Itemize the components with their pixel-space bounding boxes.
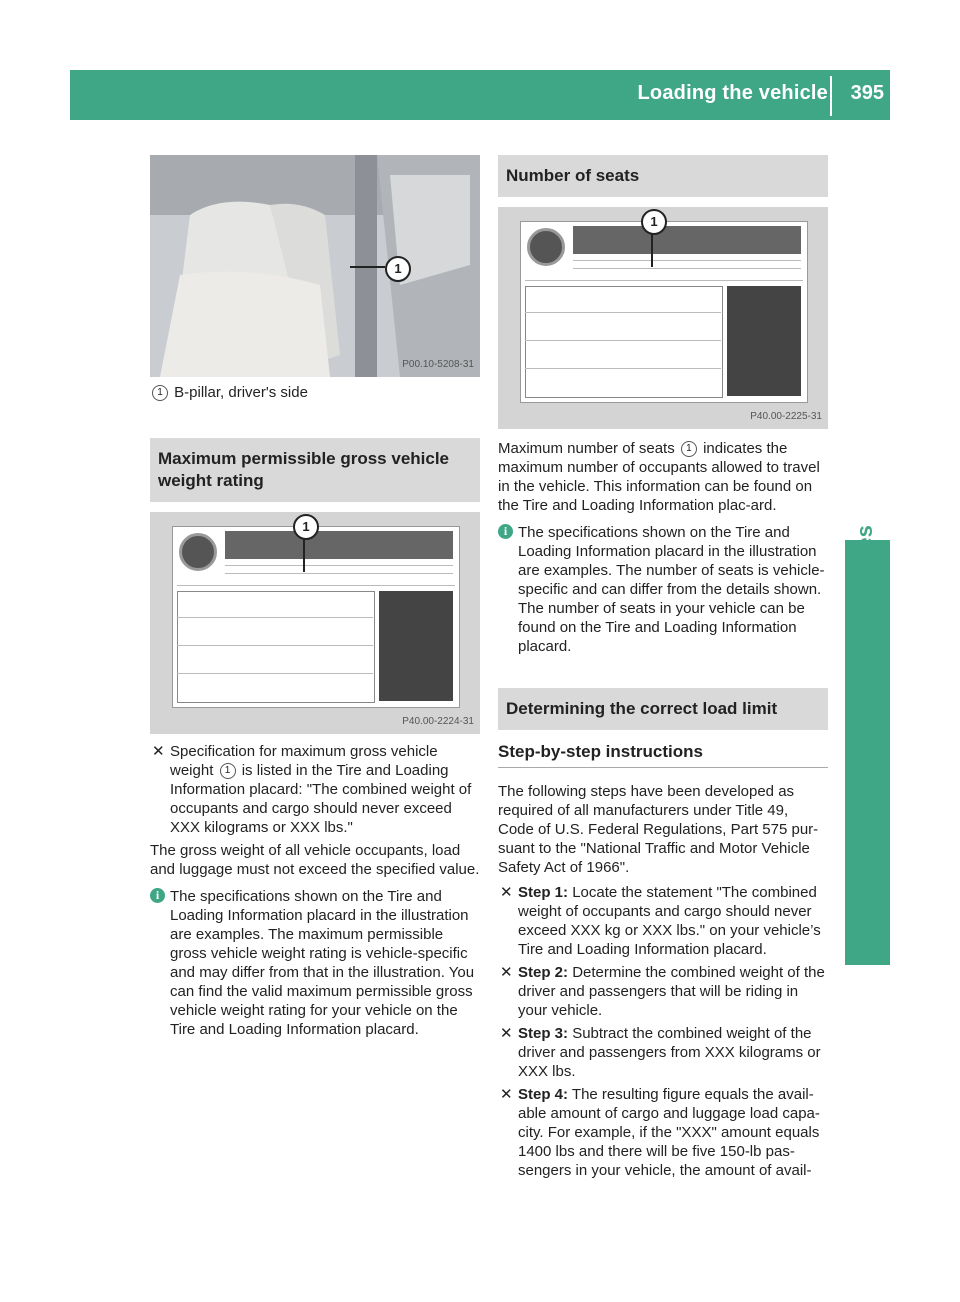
callout-marker: 1: [681, 441, 697, 457]
info-icon: i: [150, 888, 165, 903]
tire-placard-illustration: [172, 526, 460, 708]
callout-1: 1: [385, 256, 411, 282]
figure-code: P00.10-5208-31: [402, 359, 474, 370]
figure-code: P40.00-2225-31: [750, 411, 822, 422]
callout-1: 1: [641, 209, 667, 235]
header-title: Loading the vehicle: [637, 82, 828, 104]
right-column: [498, 155, 828, 1180]
tire-placard-illustration: [520, 221, 808, 403]
callout-marker: 1: [152, 385, 168, 401]
sub-heading: Step-by-step instructions: [498, 742, 828, 768]
section-heading: Number of seats: [498, 155, 828, 197]
arrow-icon: ✕: [500, 1025, 513, 1042]
left-column: [150, 155, 480, 1039]
list-item: ✕ Step 1: Locate the statement "The combined weight of occupants and cargo should never exceed XXX kg or XXX lbs." on your vehicle’s Tire and Loading Information placard.: [500, 884, 821, 958]
callout-1: 1: [293, 514, 319, 540]
info-icon: i: [498, 524, 513, 539]
arrow-icon: ✕: [500, 1086, 513, 1103]
arrow-icon: ✕: [152, 743, 165, 760]
placard-figure: [150, 512, 480, 734]
list-item: ✕ Step 3: Subtract the combined weight of the driver and passengers from XXX kilograms or XXX lbs.: [500, 1025, 821, 1080]
list-item: ✕ Step 2: Determine the combined weight of the driver and passengers that will be riding in your vehicle.: [500, 964, 825, 1019]
callout-marker: 1: [220, 763, 236, 779]
b-pillar-photo: [150, 155, 480, 377]
paragraph: Maximum number of seats 1 indicates the maximum number of occupants allowed to travel in the vehicle. This information can be found on the Tire and Loading Information plac-ard.: [498, 440, 820, 514]
paragraph: The gross weight of all vehicle occupants, load and luggage must not exceed the specified value.: [150, 842, 480, 878]
page-header: [70, 70, 890, 120]
arrow-icon: ✕: [500, 884, 513, 901]
figure-caption: [150, 383, 480, 402]
list-item: ✕ Step 4: The resulting figure equals the avail-able amount of cargo and luggage load capa-city. For example, if the "XXX" amount equals 1400 lbs and there will be five 150-lb pas-sengers in your vehicle, the amount of avail-: [500, 1086, 820, 1179]
section-heading: Determining the correct load limit: [498, 688, 828, 730]
paragraph: The following steps have been developed as required of all manufacturers under Title 49, Code of U.S. Federal Regulations, Part 575 pur-suant to the "National Traffic and Motor Vehicle Safety Act of 1966".: [498, 783, 819, 876]
placard-figure: [498, 207, 828, 429]
arrow-icon: ✕: [500, 964, 513, 981]
car-interior-illustration: [150, 155, 480, 377]
figure-code: P40.00-2224-31: [402, 716, 474, 727]
section-heading: Maximum permissible gross vehicle weight rating: [150, 438, 480, 502]
page-number: 395: [850, 82, 884, 104]
list-item: ✕ Specification for maximum gross vehicle weight 1 is listed in the Tire and Loading Information placard: "The combined weight of occupants and cargo should never exceed XXX kilograms or XXX lbs.": [152, 743, 472, 836]
caption-text: B-pillar, driver's side: [174, 384, 308, 401]
info-note: i The specifications shown on the Tire and Loading Information placard in the illustration are examples. The maximum permissible gross vehicle weight rating is vehicle-specific and may differ from that in the illustration. You can find the valid maximum permissible gross vehicle weight rating for your vehicle on the Tire and Loading Information placard.: [150, 887, 480, 1039]
header-divider: [830, 76, 832, 116]
side-tab-label: Wheels and tires: [852, 525, 877, 700]
info-note: i The specifications shown on the Tire and Loading Information placard in the illustration are examples. The number of seats is vehicle-specific and can differ from the details shown. The number of seats in your vehicle can be found on the Tire and Loading Information placard.: [498, 523, 828, 656]
